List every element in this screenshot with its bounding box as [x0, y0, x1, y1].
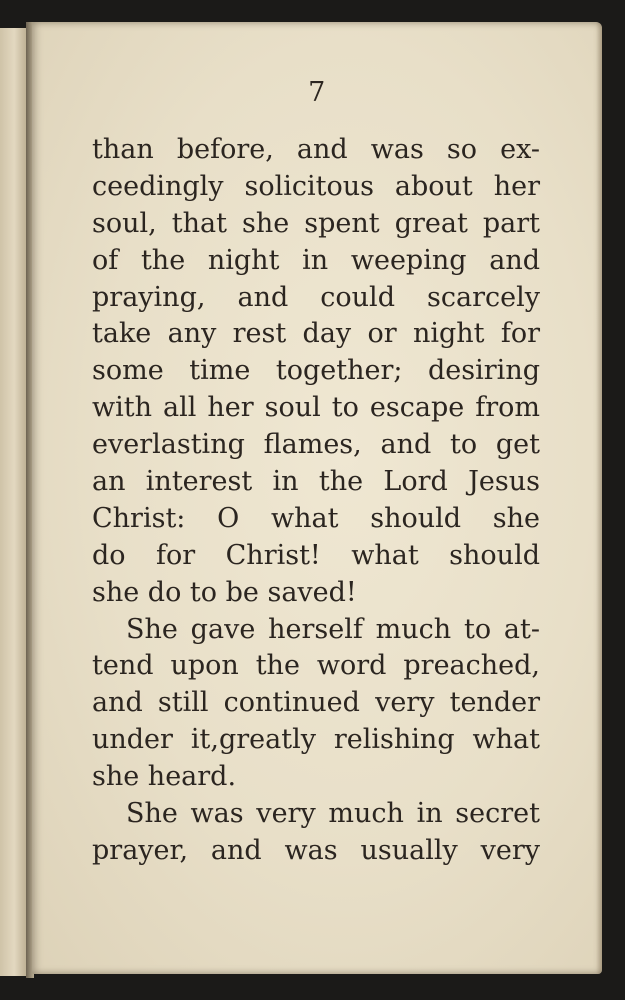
book-page — [32, 22, 602, 974]
text-line: tend upon the word preached, — [92, 650, 540, 682]
text-line: Christ: O what should she — [92, 502, 540, 534]
text-line: take any rest day or night for — [92, 318, 540, 350]
text-line: of the night in weeping and — [92, 244, 540, 276]
text-line: than before, and was so ex- — [92, 134, 540, 165]
text-line: and still continued very tender — [92, 687, 540, 719]
page-number: 7 — [308, 77, 326, 108]
text-line: an interest in the Lord Jesus — [92, 466, 540, 498]
text-line: under it,greatly relishing what — [92, 724, 540, 756]
text-line: She was very much in secret — [126, 798, 540, 830]
text-line: do for Christ! what should — [92, 539, 540, 571]
text-line: some time together; desiring — [92, 355, 540, 387]
text-line: She gave herself much to at- — [126, 613, 540, 645]
facing-page-edge — [0, 28, 27, 976]
text-line: soul, that she spent great part — [92, 207, 540, 239]
page-text-block — [92, 132, 540, 870]
text-line: prayer, and was usually very — [92, 834, 540, 866]
text-line: with all her soul to escape from — [92, 392, 540, 424]
page-edge-shadow — [596, 22, 602, 974]
text-line: everlasting flames, and to get — [92, 429, 540, 461]
text-line: she do to be saved! — [92, 576, 357, 608]
text-line: ceedingly solicitous about her — [92, 170, 540, 202]
text-line: she heard. — [92, 761, 237, 793]
text-line: praying, and could scarcely — [92, 281, 540, 313]
